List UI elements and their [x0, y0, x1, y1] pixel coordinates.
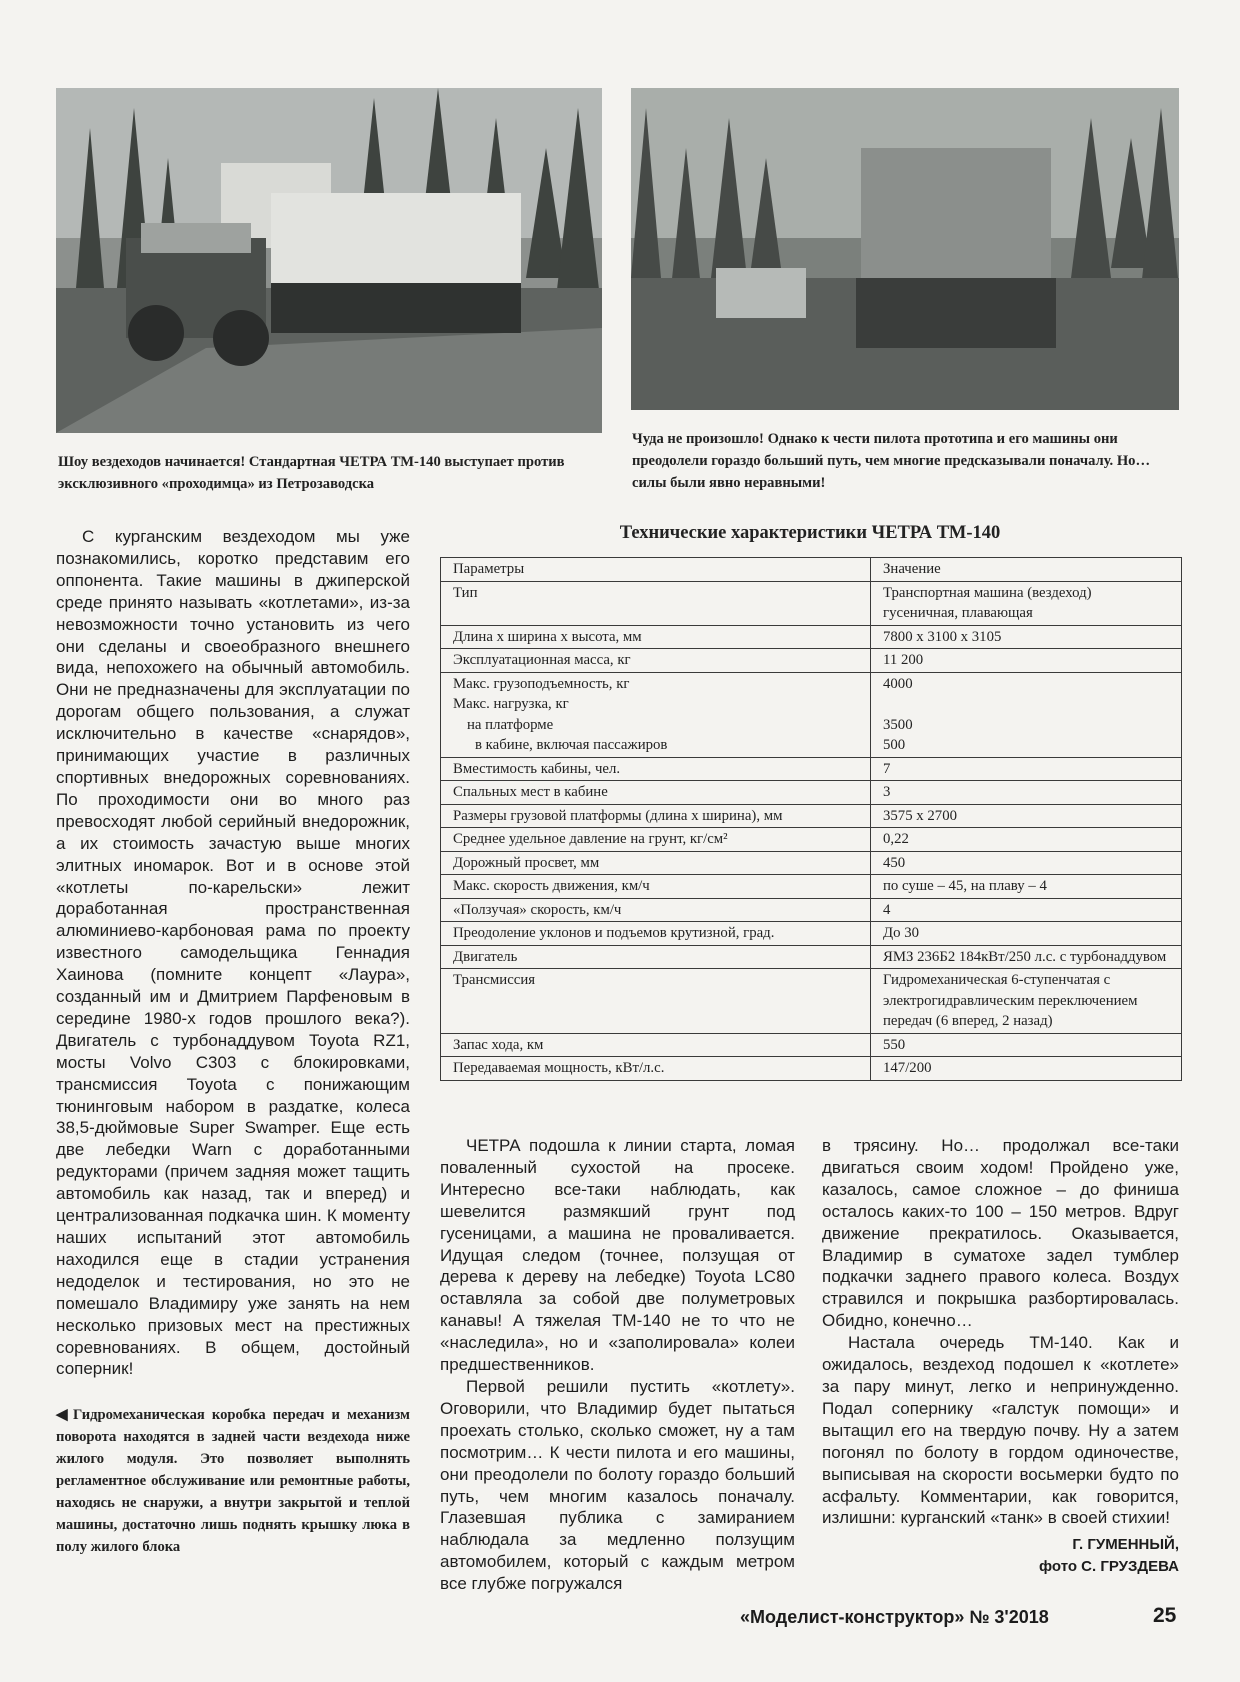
param-cell: Передаваемая мощность, кВт/л.с.	[441, 1057, 871, 1081]
param-line: в кабине, включая пассажиров	[475, 737, 668, 753]
param-cell	[441, 672, 871, 757]
footer-journal-title: «Моделист-конструктор» № 3'2018	[740, 1607, 1049, 1627]
photo-vehicles-start-image	[56, 88, 602, 433]
value-cell: До 30	[871, 922, 1182, 946]
photo-swamp-pursuit-image	[631, 88, 1179, 410]
value-cell: 4	[871, 898, 1182, 922]
table-header-cell: Значение	[871, 558, 1182, 582]
paragraph: Настала очередь ТМ-140. Как и ожидалось, вездеход подошел к «котлете» за пару минут, легко и непринужденно. Подал сопернику «галстук помощи» и вытащил его на твердую почву. Ну а затем погонял по болоту в гордом одиночестве, выписывая на скорости восьмерки будто по асфальту. Комментарии, как говорится, излишни: курганский «танк» в своей стихии!	[822, 1333, 1179, 1528]
author-signature	[822, 1534, 1179, 1577]
table-row	[441, 672, 1182, 757]
paragraph: Первой решили пустить «котлету». Оговорили, что Владимир будет пытаться проехать столько, сколько сможет, ну а там посмотрим… К чести пилота и его машины, они преодолели по болоту гораздо больший путь, чем многим казалось поначалу. Глазевшая публика с замиранием наблюдала за медленно ползущим автомобилем, который с каждым метром все глубже погружался	[440, 1376, 795, 1594]
paragraph: С курганским вездеходом мы уже познакомились, коротко представим его оппонента. Такие машины в джиперской среде принято называть «котлетами», из-за невозможности точно установить из чего они сделаны и своеобразного внешнего вида, непохожего на обычный автомобиль. Они не предназначены для эксплуатации по дорогам общего пользования, а служат исключительно в качестве «снарядов», принимающих участие в различных спортивных внедорожных соревнованиях. По проходимости они во много раз превосходят любой серийный внедорожник, а их стоимость зачастую выше многих элитных иномарок. Вот и в основе этой «котлеты по-карельски» лежит доработанная пространственная алюминиево-карбоновая рама по проекту известного самодельщика Геннадия Хаинова (помните концепт «Лаура», созданный им и Дмитрием Парфеновым в середине 1980-х годов прошлого века?). Двигатель с турбонаддувом Toyota RZ1, мосты Volvo C303 с блокировками, трансмиссия Toyota с понижающим тюнинговым набором в раздатке, колеса 38,5-дюймовые Super Swamper. Еще есть две лебедки Warn с доработанными редукторами (причем задняя может тащить автомобиль как назад, так и вперед) и централизованная подкачка шин. К моменту наших испытаний этот автомобиль находился еще в стадии устранения недоделок и тестирования, но это не помешало Владимиру уже занять на нем несколько призовых мест на престижных соревнованиях. В общем, достойный соперник!	[56, 527, 410, 1379]
table-row	[441, 757, 1182, 781]
value-line: 500	[883, 737, 906, 753]
value-line-blank	[883, 694, 1169, 715]
value-cell: ЯМЗ 236Б2 184кВт/250 л.с. с турбонаддувом	[871, 945, 1182, 969]
param-cell: Длина х ширина х высота, мм	[441, 625, 871, 649]
spec-table-title: Технические характеристики ЧЕТРА ТМ-140	[619, 523, 1001, 543]
table-row	[441, 922, 1182, 946]
article-column-right	[822, 1135, 1179, 1529]
table-row	[441, 625, 1182, 649]
param-cell: Преодоление уклонов и подъемов крутизной, град.	[441, 922, 871, 946]
page-number: 25	[1153, 1604, 1177, 1627]
param-cell: Вместимость кабины, чел.	[441, 757, 871, 781]
photo-vehicles-start	[56, 88, 602, 433]
table-row	[441, 781, 1182, 805]
table-row	[441, 828, 1182, 852]
article-column-left	[56, 526, 410, 1380]
value-cell: 3575 х 2700	[871, 804, 1182, 828]
sidebar-caption	[56, 1404, 410, 1558]
photo-swamp-pursuit	[631, 88, 1179, 410]
param-line: на платформе	[467, 716, 554, 733]
paragraph: ЧЕТРА подошла к линии старта, ломая поваленный сухостой на просеке. Интересно все-таки наблюдать, как шевелится размякший грунт под гусеницами, а машина не проваливается. Идущая следом (точнее, ползущая от дерева к дереву на лебедке) Toyota LC80 оставляла за собой две полуметровых канавы! А тяжелая ТМ-140 не то что не «наследила», но и «заполировала» колеи предшественников.	[440, 1136, 795, 1375]
article-column-middle	[440, 1135, 795, 1595]
param-cell: Среднее удельное давление на грунт, кг/см²	[441, 828, 871, 852]
value-cell: 550	[871, 1033, 1182, 1057]
param-cell: Тип	[441, 581, 871, 625]
value-cell: 450	[871, 851, 1182, 875]
value-cell	[871, 672, 1182, 757]
param-cell: Дорожный просвет, мм	[441, 851, 871, 875]
table-row	[441, 804, 1182, 828]
table-row	[441, 875, 1182, 899]
paragraph: в трясину. Но… продолжал все-таки двигаться своим ходом! Пройдено уже, казалось, самое сложное – до финиша осталось каких-то 100 – 150 метров. Вдруг движение прекратилось. Оказывается, Владимир в суматохе задел тумблер подкачки заднего правого колеса. Воздух стравился и покрышка разбортировалась. Обидно, конечно…	[822, 1136, 1179, 1331]
sidebar-caption-text: Гидромеханическая коробка передач и механизм поворота находятся в задней части вездехода ниже жилого модуля. Это позволяет выполнять регламентное обслуживание или ремонтные работы, находясь не снаружи, а внутри закрытой и теплой машины, достаточно лишь поднять крышку люка в полу жилого блока	[56, 1407, 410, 1555]
value-cell: 3	[871, 781, 1182, 805]
table-header-cell: Параметры	[441, 558, 871, 582]
table-row	[441, 851, 1182, 875]
value-cell: Гидромеханическая 6-ступенчатая с электрогидравлическим переключением передач (6 вперед, 2 назад)	[871, 969, 1182, 1034]
spec-table	[440, 557, 1182, 1081]
value-cell: по суше – 45, на плаву – 4	[871, 875, 1182, 899]
param-cell: Запас хода, км	[441, 1033, 871, 1057]
param-line: Макс. нагрузка, кг	[453, 696, 569, 712]
table-row	[441, 1057, 1182, 1081]
photo-caption-1: Шоу вездеходов начинается! Стандартная ЧЕТРА ТМ-140 выступает против эксклюзивного «проходимца» из Петрозаводска	[58, 454, 565, 492]
table-row	[441, 581, 1182, 625]
value-line: 4000	[883, 675, 913, 692]
arrow-left-icon: ◀	[56, 1407, 72, 1423]
param-cell: Размеры грузовой платформы (длина х ширина), мм	[441, 804, 871, 828]
table-row	[441, 898, 1182, 922]
value-cell: Транспортная машина (вездеход) гусеничная, плавающая	[871, 581, 1182, 625]
author-name: Г. ГУМЕННЫЙ,	[1072, 1536, 1179, 1553]
value-cell: 7800 х 3100 х 3105	[871, 625, 1182, 649]
param-cell: Эксплуатационная масса, кг	[441, 649, 871, 673]
param-cell: Макс. скорость движения, км/ч	[441, 875, 871, 899]
value-cell: 0,22	[871, 828, 1182, 852]
param-cell: Трансмиссия	[441, 969, 871, 1034]
table-row	[441, 1033, 1182, 1057]
param-cell: Спальных мест в кабине	[441, 781, 871, 805]
param-cell: Двигатель	[441, 945, 871, 969]
photo-caption-2: Чуда не произошло! Однако к чести пилота прототипа и его машины они преодолели гораздо больший путь, чем многие предсказывали поначалу. Но… силы были явно неравными!	[632, 431, 1151, 491]
table-row	[441, 945, 1182, 969]
table-header-row	[441, 558, 1182, 582]
param-line: Макс. грузоподъемность, кг	[453, 675, 630, 692]
photo-credit: фото С. ГРУЗДЕВА	[1038, 1557, 1179, 1575]
table-row	[441, 969, 1182, 1034]
param-cell: «Ползучая» скорость, км/ч	[441, 898, 871, 922]
value-cell: 147/200	[871, 1057, 1182, 1081]
value-cell: 11 200	[871, 649, 1182, 673]
value-line: 3500	[883, 716, 913, 733]
value-cell: 7	[871, 757, 1182, 781]
table-row	[441, 649, 1182, 673]
